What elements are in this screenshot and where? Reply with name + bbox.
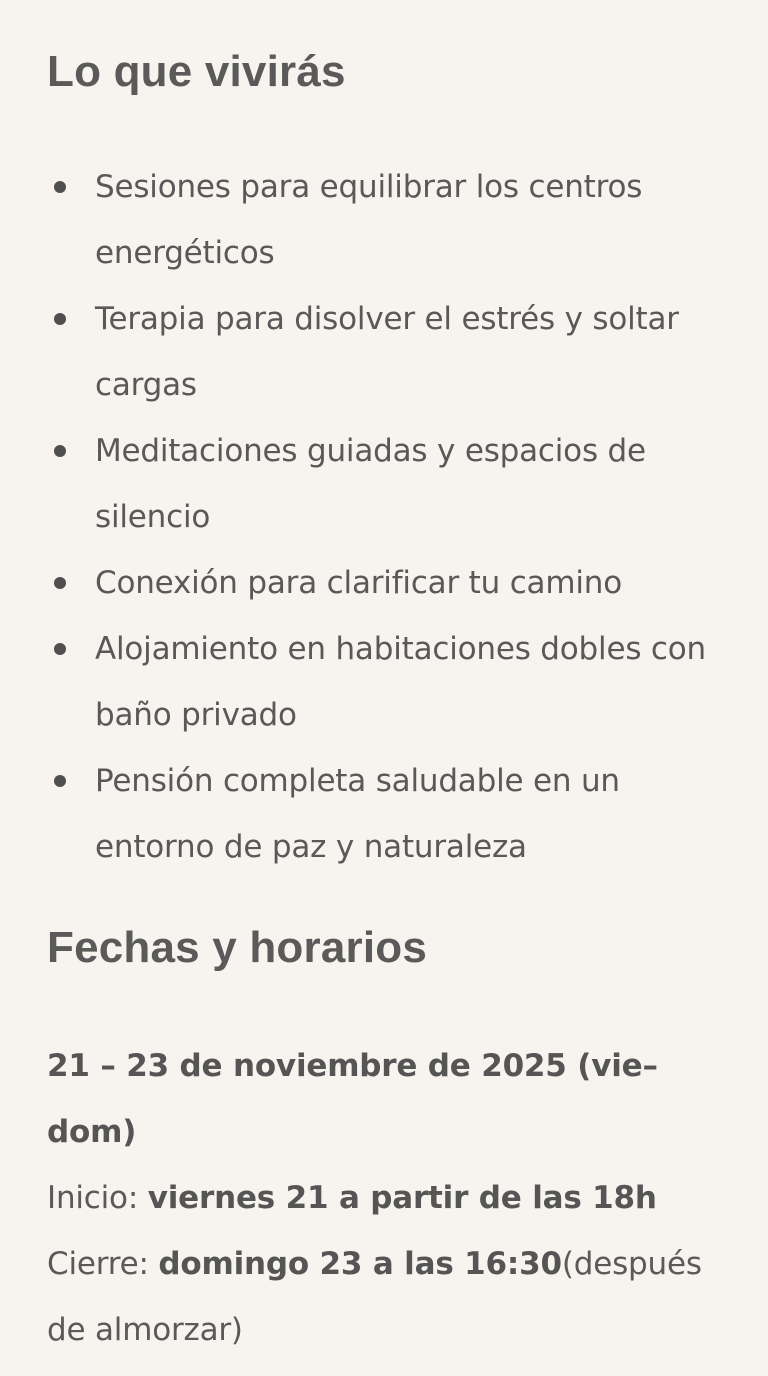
bullet-icon — [54, 643, 66, 655]
section-heading-experience: Lo que vivirás — [47, 47, 346, 96]
list-item — [47, 616, 727, 748]
end-line — [47, 1231, 727, 1363]
list-item-text: Sesiones para equilibrar los centros energéticos — [95, 169, 643, 271]
end-label: Cierre: — [47, 1246, 159, 1282]
bullet-icon — [54, 445, 66, 457]
list-item-text: Conexión para clarificar tu camino — [95, 565, 622, 601]
start-line — [47, 1165, 727, 1231]
list-item-text: Meditaciones guiadas y espacios de silencio — [95, 433, 646, 535]
start-value: viernes 21 a partir de las 18h — [147, 1180, 657, 1216]
list-item — [47, 286, 727, 418]
list-item-text: Terapia para disolver el estrés y soltar cargas — [95, 301, 679, 403]
section-heading-dates: Fechas y horarios — [47, 923, 427, 972]
end-value: domingo 23 a las 16:30 — [158, 1246, 562, 1282]
dates-block — [47, 1033, 727, 1363]
list-item-text: Pensión completa saludable en un entorno de paz y naturaleza — [95, 763, 620, 865]
list-item-text: Alojamiento en habitaciones dobles con baño privado — [95, 631, 706, 733]
start-label: Inicio: — [47, 1180, 148, 1216]
list-item — [47, 154, 727, 286]
list-item — [47, 550, 727, 616]
bullet-icon — [54, 313, 66, 325]
bullet-icon — [54, 577, 66, 589]
bullet-icon — [54, 775, 66, 787]
list-item — [47, 748, 727, 880]
end-note: (después de almorzar) — [47, 1246, 702, 1348]
experience-list — [47, 154, 727, 880]
date-range: 21 – 23 de noviembre de 2025 (vie–dom) — [47, 1048, 658, 1150]
list-item — [47, 418, 727, 550]
bullet-icon — [54, 181, 66, 193]
